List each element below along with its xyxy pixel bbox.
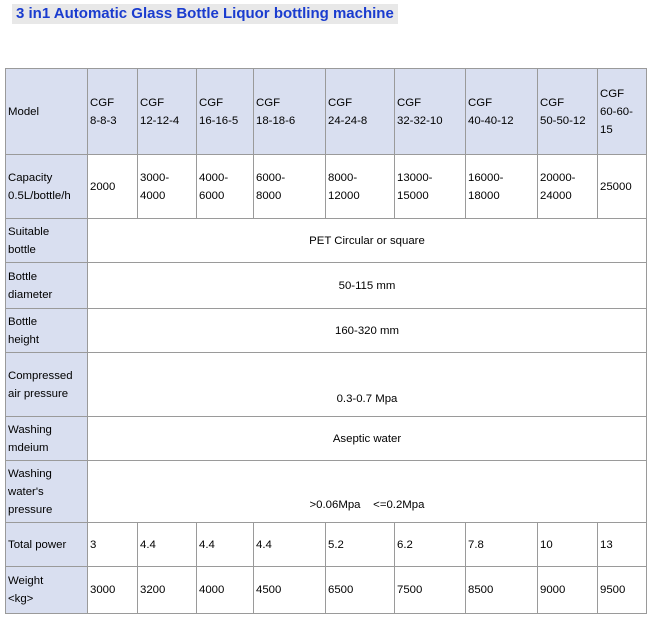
compressed-air-value: 0.3-0.7 Mpa <box>88 353 647 417</box>
bottle-diameter-value: 50-115 mm <box>88 263 647 309</box>
power-cell: 5.2 <box>326 523 395 567</box>
weight-row <box>6 567 647 614</box>
capacity-cell: 13000- 15000 <box>395 155 466 219</box>
weight-cell: 3000 <box>88 567 138 614</box>
spec-table <box>5 68 647 614</box>
capacity-row <box>6 155 647 219</box>
bottle-height-value: 160-320 mm <box>88 309 647 353</box>
power-cell: 4.4 <box>138 523 197 567</box>
capacity-cell: 20000- 24000 <box>538 155 598 219</box>
weight-cell: 9000 <box>538 567 598 614</box>
row-label: Suitable bottle <box>6 219 88 263</box>
capacity-cell: 4000- 6000 <box>197 155 254 219</box>
weight-cell: 6500 <box>326 567 395 614</box>
capacity-cell: 3000- 4000 <box>138 155 197 219</box>
row-label: Compressed air pressure <box>6 353 88 417</box>
suitable-bottle-value: PET Circular or square <box>88 219 647 263</box>
row-label: Bottle height <box>6 309 88 353</box>
capacity-cell: 2000 <box>88 155 138 219</box>
power-cell: 4.4 <box>197 523 254 567</box>
washing-medium-row <box>6 417 647 461</box>
model-cell: CGF 50-50-12 <box>538 69 598 155</box>
bottle-diameter-row <box>6 263 647 309</box>
model-cell: CGF 40-40-12 <box>466 69 538 155</box>
row-label: Total power <box>6 523 88 567</box>
model-cell: CGF 8-8-3 <box>88 69 138 155</box>
page-title: 3 in1 Automatic Glass Bottle Liquor bottling machine <box>12 4 398 24</box>
row-label: Washing water's pressure <box>6 461 88 523</box>
model-cell: CGF 12-12-4 <box>138 69 197 155</box>
power-cell: 10 <box>538 523 598 567</box>
compressed-air-row <box>6 353 647 417</box>
power-cell: 7.8 <box>466 523 538 567</box>
row-label: Bottle diameter <box>6 263 88 309</box>
capacity-cell: 8000- 12000 <box>326 155 395 219</box>
model-cell: CGF 24-24-8 <box>326 69 395 155</box>
weight-cell: 3200 <box>138 567 197 614</box>
weight-cell: 7500 <box>395 567 466 614</box>
bottle-height-row <box>6 309 647 353</box>
model-cell: CGF 60-60-15 <box>598 69 647 155</box>
total-power-row <box>6 523 647 567</box>
power-cell: 6.2 <box>395 523 466 567</box>
weight-cell: 4000 <box>197 567 254 614</box>
header-label: Model <box>6 69 88 155</box>
model-cell: CGF 18-18-6 <box>254 69 326 155</box>
row-label: Washing mdeium <box>6 417 88 461</box>
weight-cell: 4500 <box>254 567 326 614</box>
model-cell: CGF 32-32-10 <box>395 69 466 155</box>
capacity-cell: 25000 <box>598 155 647 219</box>
row-label: Capacity 0.5L/bottle/h <box>6 155 88 219</box>
washing-pressure-value: >0.06Mpa <=0.2Mpa <box>88 461 647 523</box>
weight-cell: 9500 <box>598 567 647 614</box>
suitable-bottle-row <box>6 219 647 263</box>
washing-medium-value: Aseptic water <box>88 417 647 461</box>
capacity-cell: 6000- 8000 <box>254 155 326 219</box>
power-cell: 4.4 <box>254 523 326 567</box>
power-cell: 3 <box>88 523 138 567</box>
header-row <box>6 69 647 155</box>
washing-pressure-row <box>6 461 647 523</box>
model-cell: CGF 16-16-5 <box>197 69 254 155</box>
power-cell: 13 <box>598 523 647 567</box>
capacity-cell: 16000- 18000 <box>466 155 538 219</box>
weight-cell: 8500 <box>466 567 538 614</box>
row-label: Weight <kg> <box>6 567 88 614</box>
